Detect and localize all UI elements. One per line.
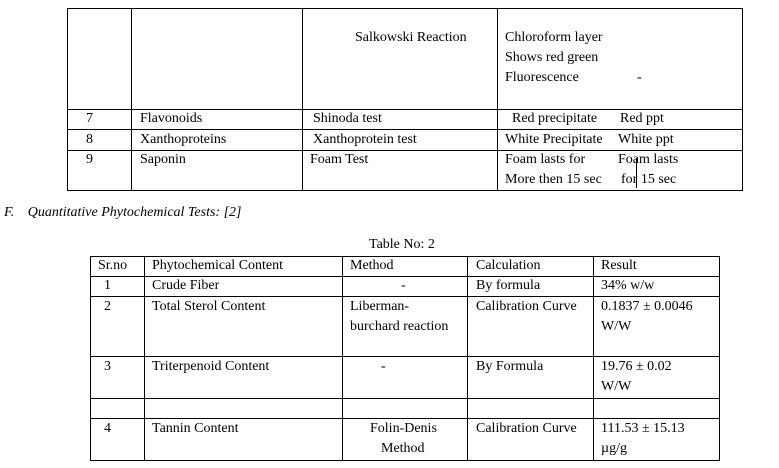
method-line: Liberman- xyxy=(350,299,410,314)
calculation: Calibration Curve xyxy=(476,299,577,314)
result-line: for 15 sec xyxy=(621,172,677,187)
section-heading xyxy=(4,203,241,223)
header-srno: Sr.no xyxy=(98,258,128,273)
result-line: 0.1837 ± 0.0046 xyxy=(601,299,693,314)
observation: White Precipitate xyxy=(505,132,603,147)
constituent-name: Xanthoproteins xyxy=(140,132,227,147)
calculation: By formula xyxy=(476,278,541,293)
test-name: Xanthoprotein test xyxy=(313,132,417,147)
observation-line: Chloroform layer xyxy=(505,30,603,45)
observation: Red precipitate xyxy=(512,111,598,126)
header-calculation: Calculation xyxy=(476,258,541,273)
content-name: Total Sterol Content xyxy=(152,299,266,314)
result-line: W/W xyxy=(601,319,632,334)
test-name: Foam Test xyxy=(310,152,369,167)
row-number: 2 xyxy=(104,299,111,314)
method-line: burchard reaction xyxy=(350,319,449,334)
result-line: 111.53 ± 15.13 xyxy=(601,421,685,436)
row-number: 3 xyxy=(104,359,111,374)
content-name: Triterpenoid Content xyxy=(152,359,270,374)
constituent-name: Flavonoids xyxy=(140,111,203,126)
result-line: 19.76 ± 0.02 xyxy=(601,359,672,374)
table-caption: Table No: 2 xyxy=(369,237,435,252)
observation-line: More then 15 sec xyxy=(505,172,602,187)
result-line: W/W xyxy=(601,379,632,394)
section-label: F. xyxy=(4,205,15,220)
observation-line: Shows red green xyxy=(505,50,599,65)
test-name: Shinoda test xyxy=(313,111,382,126)
observation-line: Foam lasts for xyxy=(505,152,586,167)
calculation: By Formula xyxy=(476,359,544,374)
method: - xyxy=(401,278,406,293)
result-line: Foam lasts xyxy=(618,152,679,167)
row-number: 7 xyxy=(86,111,93,126)
row-number: 1 xyxy=(104,278,111,293)
header-result: Result xyxy=(601,258,637,273)
result-value: Red ppt xyxy=(620,111,664,126)
row-number: 8 xyxy=(86,132,93,147)
header-content: Phytochemical Content xyxy=(152,258,284,273)
observation-line: Fluorescence xyxy=(505,70,579,85)
method-line: Method xyxy=(381,441,425,456)
result-line: µg/g xyxy=(601,441,627,456)
header-method: Method xyxy=(350,258,394,273)
result-line: 34% w/w xyxy=(601,278,655,293)
content-name: Crude Fiber xyxy=(152,278,220,293)
result-value: - xyxy=(637,70,642,85)
row-number: 4 xyxy=(104,421,111,436)
method: - xyxy=(381,359,386,374)
result-value: White ppt xyxy=(618,132,674,147)
section-title: Quantitative Phytochemical Tests: [2] xyxy=(27,205,242,220)
content-name: Tannin Content xyxy=(152,421,239,436)
row-number: 9 xyxy=(86,152,93,167)
calculation: Calibration Curve xyxy=(476,421,577,436)
constituent-name: Saponin xyxy=(140,152,186,167)
method-line: Folin-Denis xyxy=(370,421,437,436)
test-name: Salkowski Reaction xyxy=(355,30,467,45)
